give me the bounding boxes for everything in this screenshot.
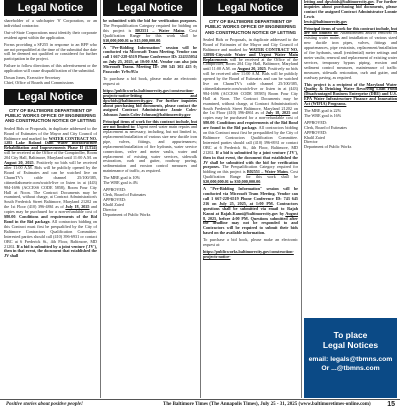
notice-heading: CITY OF BALTIMORE DEPARTMENT OF PUBLIC WORKS OFFICE OF ENGINEERING AND CONSTRUCTION NOTICE OF LETTING — [204, 19, 297, 35]
column-3 — [203, 0, 298, 398]
contact-email-link[interactable]: Jamie.Coles-Johnson@baltimorecity.gov — [118, 112, 191, 118]
legal-notice-banner: Legal Notice — [4, 0, 97, 16]
legal-notice-banner: Legal Notice — [103, 0, 197, 16]
verification-paragraph: be submitted with the bid for verification purposes. The Prequalification Category required for bidding on this project is B02551 – Water Mains. Cost Qualification Range for this work shall be $10,000,000.01 to $15,000,000.00. — [103, 18, 197, 43]
purchase-paragraph: To purchase a bid book, please make an electronic request at: — [203, 237, 298, 248]
column-divider — [100, 0, 101, 398]
principal-items-paragraph: Principal items of work for this contract include, but are not limited to: Urgent need water main repairs and replacement as necessary, including, but not limited to, replacement/installation of various size new ductile iron pipe, valves, fittings, and appurtenances; replacement/installation of fire hydrants, water service connections, valve and meter vaults, water and replacement of existing water services, sidewalk restoration, curb and gutter, roadway paving, sedimentation and erosion control measures and maintenance of traffic, as required. — [103, 119, 197, 174]
place-box-email[interactable]: email: legals@tbmns.com — [308, 356, 393, 363]
bid-link[interactable]: letting and dpwbids@baltimorecity.gov — [304, 0, 375, 4]
purchase-paragraph: To purchase a bid book, please make an electronic request at: — [103, 75, 197, 86]
place-box-line1: To place — [333, 330, 368, 340]
mbe-goal: The MBE goal is 10% — [103, 175, 141, 181]
notice-body: Sealed Bids or Proposals, in duplicate addressed to the Board of Estimates of the Mayor and City Council of Baltimore and marked for WATER CONTRACT NO. 1285 Lake Roland Dam Water Infrastructure Rehabilitation and Improvements Phase II (LT24) will be received at the Office of the Comptroller, Room 204 City Hall, Baltimore, Maryland until 11:00 A.M. on August 20, 2025. Positively no bids will be received after 11:00 A.M. Bids will be publicly opened by the Board of Estimates and can be watched live on CharmTV's cable channel 25/100/385, citimediahometv.com/watch-live or listen in at (443) 984-1696 (ACCESS CODE 5858), Room Four City Hall at Noon. The Contract Documents may be examined, without charge, at Contract Administration's South Frederick Street Baltimore, Maryland 21202 on the 1st Floor (410) 396-4861 as of July 18, 2025 and copies may be purchased for a non-refundable cost of $80.00. Conditions and requirements of the Bid Bond in the Bid package. All contractors bidding on this Contract must first be prequalified by the City of Baltimore Contractors Qualification Committee. Interested parties should call (410) 396-6931 or contact OBC at 6 Frederick St., 4th Floor, Baltimore, MD 21202. If a bid is submitted by a joint venture ('JV'), then in that event, the document that established the JV shall — [4, 125, 97, 259]
contact-email-link[interactable]: lewis@baltimorecity.gov — [304, 18, 348, 24]
intro-paragraph: shareholder of a subchapter 'S' Corporation, or an individual contractor. — [4, 18, 97, 28]
signature-name: Dosun Jones, Executive Secretary — [4, 75, 61, 81]
contract-name: WATER CONTRACT NO. 1285 Lake Roland Dam Water Infrastructure Rehabilitation and Improvements Phase II (LT24) — [4, 135, 97, 151]
place-legal-notices-box — [304, 318, 397, 398]
footer-publication: The Baltimore Times (The Annapolis Times), July 25 - 31, 2025 (www.baltimoretimes-online.com) — [163, 402, 371, 407]
notice-heading: CITY OF BALTIMORE DEPARTMENT OF PUBLIC WORKS OFFICE OF ENGINEERING AND CONSTRUCTION NOTICE OF LETTING — [4, 107, 97, 124]
column-2 — [103, 0, 197, 398]
bid-date: August 20, 2025 — [4, 160, 34, 166]
legal-notice-banner: Legal Notice — [4, 89, 97, 105]
bid-link[interactable]: https://publicworks.baltimorecity.gov/construction-projects-notice- — [203, 248, 294, 259]
approval-block: APPROVED: Clerk, Board of Estimates APPROVED: Khalil Zaied Director Department of Public Works — [304, 119, 352, 150]
column-4-text — [304, 0, 397, 316]
out-of-state-paragraph: Out-of-State Corporations must identify their corporate resident agent within the application. — [4, 29, 97, 40]
contract-name: WATER CONTRACT NO. 1289R-Citywide Water and Urgent Water Main Replacements — [203, 46, 298, 62]
inquiries-paragraph: letting and dpwbids@baltimorecity.gov. For further inquiries about purchasing bid documents, please contact the assigned Contract Administrator Lonnie Lewis lewis@baltimorecity.gov — [304, 0, 397, 24]
prebid-paragraph: A "Pre-Bidding Information" session will be conducted via Microsoft Team Meeting. Vendor can call 1 667-228-6519 Phone Conference ID: 224335054 on July 25, 2025, at 10:00 AM. Vendor can also join Microsoft Teams. Meeting ID: 290 545 302 425 0; Passcode: Yr9w9Uo — [103, 44, 197, 75]
inquiries-paragraph: https://publicworks.baltimorecity.gov/construction-projects-notice-letting and dpwbids@baltimorecity.gov. For further inquiries about purchasing bid documents, please contact the assigned Contract Administrator Jamie Coles-Johnson Jamie.Coles-Johnson@baltimorecity.gov — [103, 87, 197, 118]
signature-title: Chief, Office of Boards and Commissions — [4, 79, 74, 85]
column-divider — [301, 0, 302, 398]
page-number: 15 — [387, 401, 395, 408]
wbe-goal: The WBE goal is 4% — [103, 180, 139, 186]
bid-link[interactable]: https://publicworks.baltimorecity.gov/construction-projects-notice-letting and dpwbids@baltimorecity.gov — [103, 87, 197, 103]
bid-date: August 20, 2025 — [237, 66, 266, 72]
prebid-paragraph: A "Pre-Bidding Information" session will be conducted via Microsoft Team Meeting. Vendor can call 1 667-228-6519 Phone Conference ID: 743 645 216 on July 25, 2025, at 1:00 PM. Contractors questions shall be submitted via email to Rajah Kanni at Rajah.Kanni@baltimorecity.gov by August 8, 2025, before 4:00 PM. Questions submitted after the deadline may not be responded to and Contractors will be required to submit their bids based on the available information. — [203, 186, 298, 236]
approval-block: APPROVED: Clerk, Board of Estimates APPROVED: Khalil Zaied Director Department of Public Works — [103, 187, 151, 217]
place-box-line2: Legal Notices — [322, 340, 379, 350]
footer-tagline: Positive stories about positive people! — [6, 402, 83, 407]
legal-notice-banner: Legal Notice — [203, 0, 298, 16]
page-footer — [0, 399, 400, 410]
mbe-goal: The MBE goal is 22% — [304, 108, 342, 114]
failure-paragraph: Failure to follow directions of this advertisement or the application will cause disqualification of the submittal. — [4, 63, 97, 74]
wbe-goal: The WBE goal is 16% — [304, 112, 342, 118]
goals-block — [103, 176, 197, 186]
principal-items-paragraph: Principal items of work for this contract include, but are not limited to: Abandonment and/or removal of existing water mains and installation of various sized new ductile iron pipes, valves, fittings and appurtenances, pipe restraints, replacement/installation of fire hydrants, small (residential) meter settings and meter vaults; renewal and replacement of existing water services, temporary bypass piping, erosion and sediment control measures, maintenance of traffic measures, sidewalk restoration, curb and gutter, and roadway paving, as required. — [304, 25, 397, 80]
notice-body: Sealed Bids or Proposals, in duplicate addressed to the Board of Estimates of the Mayor and City Council of Baltimore and marked for WATER CONTRACT NO. 1289R-Citywide Water and Urgent Water Main Replacements will be received at the Office of the Comptroller, Room 204 City Hall, Baltimore, Maryland until 11:00 A.M. on August 20, 2025. Positively no bids will be received after 11:00 A.M. Bids will be publicly opened by the Board of Estimates and can be watched live on CharmTV's cable channel 25/100/385, citimediahometv.com/watch-live or listen in at (443) 984-1696 (ACCESS CODE 58585) Room Four City Hall at Noon. The Contract Documents may be examined, without charge, at Contract Administration's South Frederick Street Baltimore, Maryland 21202 on the 1st Floor (410) 396-4861 as of July 18, 2025 and copies may be purchased for a non-refundable cost of $80.00. Conditions and requirements of the Bid Bond are found in the Bid package. All contractors bidding on this Contract must first be prequalified by the City of Baltimore Contractors Qualification Committee. Interested parties should call (410) 396-6931 or contact OBC at 6 Frederick St., 4th Floor, Baltimore, MD 21202. If a bid is submitted by a joint venture ('JV'), then in that event, the document that established the JV shall be submitted with the bid for verification purposes. The Prequalification Category required for bidding on this project is B02551 – Water Mains. Cost Qualification Range for this work shall be $20,000,000.01 to $30,000,000.00. — [203, 36, 298, 185]
place-box-email-alt[interactable]: Or ...@tbmns.com — [321, 365, 380, 372]
column-1 — [4, 0, 97, 398]
column-divider — [200, 0, 201, 398]
funding-paragraph: This project is a recipient of the Maryland Water Quality & Drinking Water Revolving Loan Fund (Disadvantaged Business Enterprise (DBE) and U.S. EPA Water Infrastructure Finance and Innovation Act (WIFIA) Programs. — [304, 81, 397, 107]
column-4 — [304, 0, 397, 398]
goals-block — [304, 109, 397, 119]
forms-paragraph: Forms providing a SF255 in response to an RFP who are not prequalified at the time of the submittal due date will be deemed not qualified or considered for further participation in the project. — [4, 41, 97, 62]
signature-block — [4, 76, 97, 86]
